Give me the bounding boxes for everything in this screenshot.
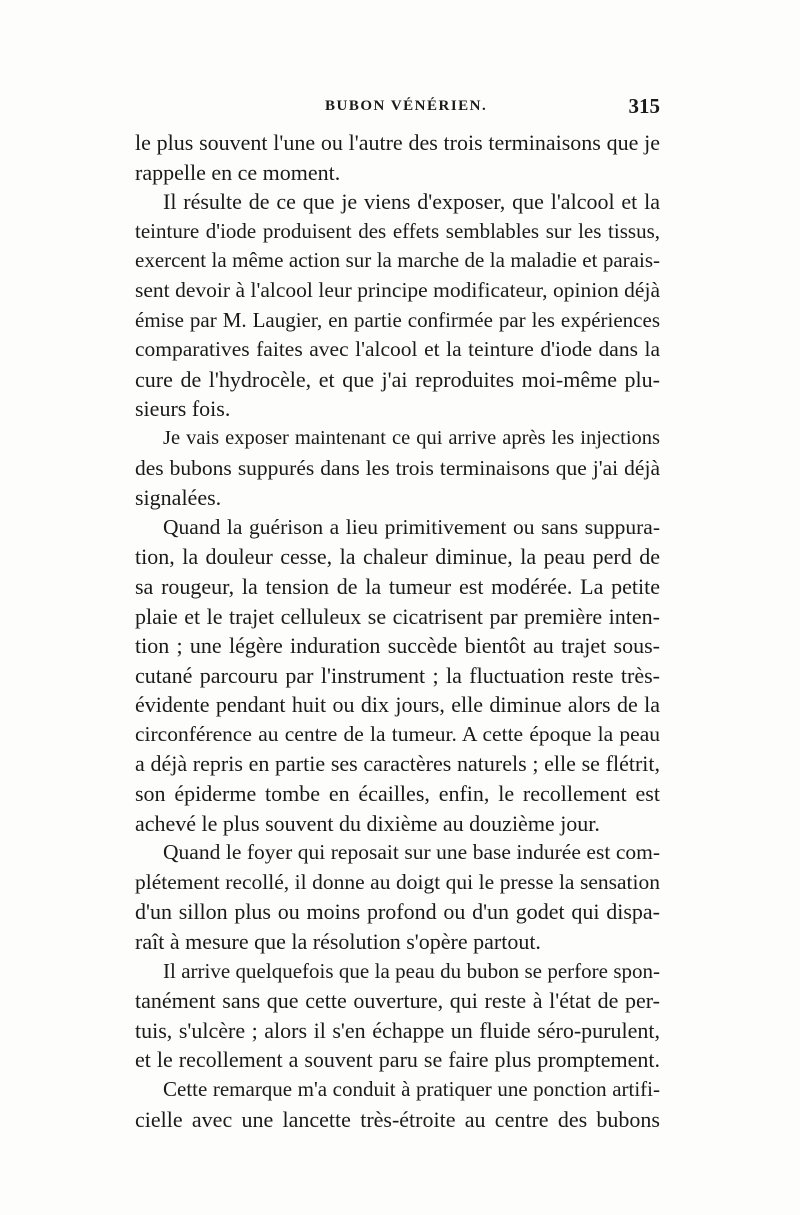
text-line: cielle avec une lancette très-étroite au centre des bubons: [135, 1106, 660, 1132]
text-line: cure de l'hydrocèle, et que j'ai reproduites moi-même plu-: [135, 366, 660, 392]
text-line: Il arrive quelquefois que la peau du bubon se perfore spon-: [163, 958, 660, 983]
text-line: rappelle en ce moment.: [135, 159, 341, 185]
text-line: exercent la même action sur la marche de la maladie et parais-: [135, 248, 660, 273]
text-line: tion ; une légère induration succède bientôt au trajet sous-: [135, 633, 660, 659]
text-line: d'un sillon plus ou moins profond ou d'un godet qui dispa-: [135, 899, 660, 925]
text-line: Quand la guérison a lieu primitivement ou sans suppura-: [163, 514, 660, 539]
text-line: tion, la douleur cesse, la chaleur diminue, la peau perd de: [135, 544, 660, 570]
text-line: sa rougeur, la tension de la tumeur est modérée. La petite: [135, 573, 660, 599]
text-line: plaie et le trajet celluleux se cicatrisent par première inten-: [135, 603, 660, 629]
text-line: le plus souvent l'une ou l'autre des trois terminaisons que je: [135, 130, 660, 155]
text-line: comparatives faites avec l'alcool et la teinture d'iode dans la: [135, 337, 660, 362]
text-line: teinture d'iode produisent des effets semblables sur les tissus,: [135, 218, 660, 243]
text-line: Quand le foyer qui reposait sur une base indurée est com-: [163, 840, 660, 865]
page-number: 315: [628, 94, 660, 118]
text-line: des bubons suppurés dans les trois terminaisons que j'ai déjà: [135, 455, 660, 480]
text-line: Je vais exposer maintenant ce qui arrive après les injections: [163, 426, 660, 449]
text-line: achevé le plus souvent du dixième au douzième jour.: [135, 810, 600, 836]
text-line: évidente pendant huit ou dix jours, elle diminue alors de la: [135, 692, 660, 718]
text-line: circonférence au centre de la tumeur. A cette époque la peau: [135, 721, 660, 746]
body-text: [135, 128, 660, 1134]
text-line: émise par M. Laugier, en partie confirmée par les expériences: [135, 307, 660, 332]
text-line: tuis, s'ulcère ; alors il s'en échappe un fluide séro-purulent,: [135, 1017, 660, 1043]
text-line: raît à mesure que la résolution s'opère partout.: [135, 929, 541, 955]
text-line: sent devoir à l'alcool leur principe modificateur, opinion déjà: [135, 277, 660, 302]
text-line: son épiderme tombe en écailles, enfin, le recollement est: [135, 781, 660, 807]
running-head: [135, 94, 660, 124]
text-line: Cette remarque m'a conduit à pratiquer une ponction artifi-: [163, 1077, 660, 1101]
text-line: tanément sans que cette ouverture, qui reste à l'état de per-: [135, 988, 660, 1014]
text-line: sieurs fois.: [135, 396, 231, 422]
text-line: cutané parcouru par l'instrument ; la fluctuation reste très-: [135, 662, 660, 688]
text-line: et le recollement a souvent paru se faire plus promptement.: [135, 1047, 660, 1073]
text-line: plétement recollé, il donne au doigt qui le presse la sensation: [135, 869, 660, 894]
running-title: BUBON VÉNÉRIEN.: [325, 98, 488, 114]
text-line: signalées.: [135, 485, 222, 511]
text-line: a déjà repris en partie ses caractères naturels ; elle se flétrit,: [135, 751, 660, 777]
text-line: Il résulte de ce que je viens d'exposer, que l'alcool et la: [163, 189, 660, 215]
